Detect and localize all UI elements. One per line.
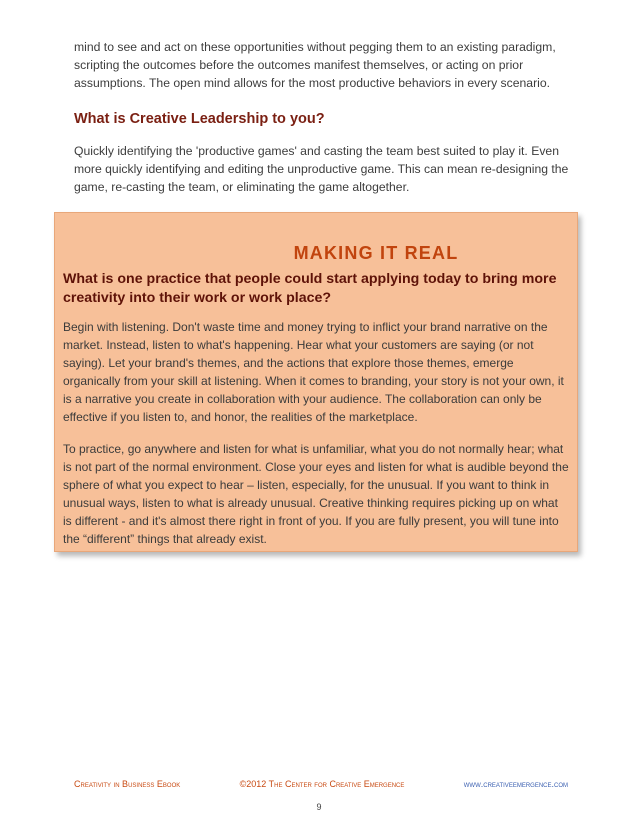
intro-paragraph: mind to see and act on these opportunities without pegging them to an existing paradigm, scripting the outcomes before the outcomes manifest themselves, or acting on prior assumptions. The open mind allows for the most productive behaviors in every scenario. bbox=[74, 40, 556, 90]
page-number: 9 bbox=[316, 802, 322, 812]
callout-paragraph-practice: To practice, go anywhere and listen for what is unfamiliar, what you do not normally hear; what is not part of the normal environment. Close your eyes and listen for what is audible beyond the sphere of what you expect to hear – listen, especially, for the unusual. If you want to think in unusual ways, listen to what is already unusual. Creative thinking requires picking up on what is different - and it's almost there right in front of you. If you are fully present, you will tune into the “different” things that already exist. bbox=[63, 442, 569, 546]
callout-heading: MAKING IT REAL bbox=[293, 243, 459, 263]
footer-website-link[interactable]: www.creativeemergence.com bbox=[463, 779, 568, 789]
creative-leadership-question: What is Creative Leadership to you? bbox=[74, 111, 325, 127]
making-it-real-callout bbox=[54, 212, 578, 552]
footer-ebook-title: Creativity in Business Ebook bbox=[74, 779, 181, 789]
footer-copyright: ©2012 The Center for Creative Emergence bbox=[239, 779, 405, 789]
body-text-section bbox=[74, 38, 574, 196]
creative-leadership-answer: Quickly identifying the 'productive games' and casting the team best suited to play it. Even more quickly identifying and editing the unproductive game. This can mean re-designing the game, re-casting the team, or eliminating the game altogether. bbox=[74, 144, 569, 194]
page-footer bbox=[74, 779, 568, 789]
callout-question: What is one practice that people could start applying today to bring more creativity into their work or work place? bbox=[63, 271, 557, 306]
callout-paragraph-listening: Begin with listening. Don't waste time and money trying to inflict your brand narrative on the market. Instead, listen to what's happening. Hear what your customers are saying (or not saying). Let your brand's themes, and the actions that explore those themes, emerge organically from your skill at listening. When it comes to branding, your story is not your own, it is a narrative you create in collaboration with your audience. The collaboration can only be effective if you listen to, and honor, the realities of the marketplace. bbox=[63, 320, 564, 424]
